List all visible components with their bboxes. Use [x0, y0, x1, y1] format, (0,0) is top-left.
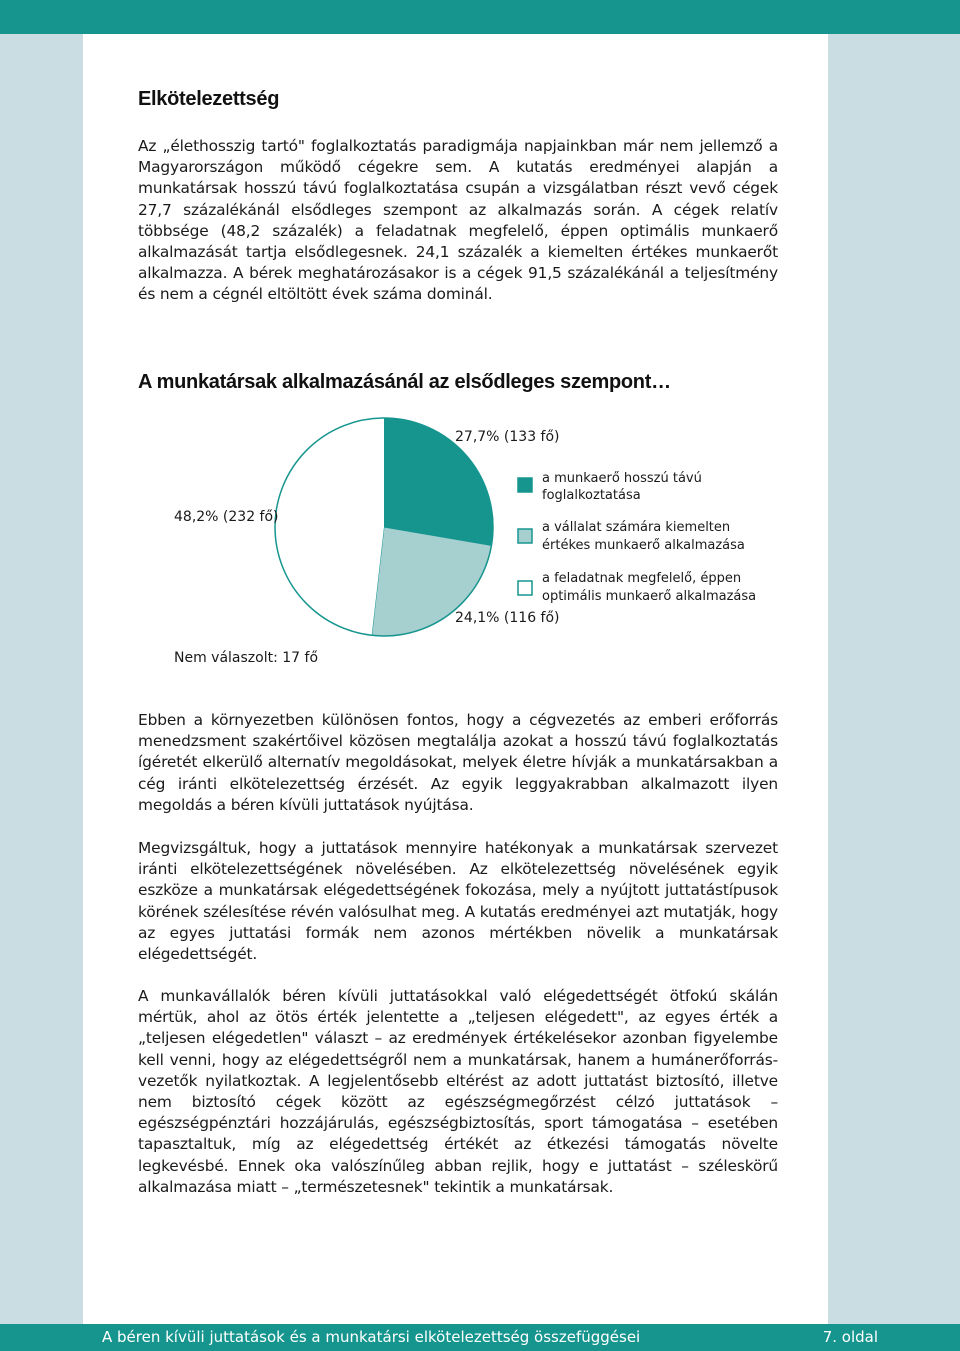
top-bar: [0, 0, 960, 34]
slice-label-long-term: 27,7% (133 fő): [455, 429, 560, 445]
legend-text-long-term-line1: a munkaerő hosszú távú: [542, 471, 702, 486]
paragraph-examination: Megvizsgáltuk, hogy a juttatások mennyire hatékonyak a munkatársak szervezet iránti elkötelezettségének növelésében. Az elkötelezettség növelésének egyik eszköze a munkatársak elégedettségének fokozása, mely a nyújtott juttatástípusok körének szélesítése révén valósulhat meg. A kutatás eredményei azt mutatják, hogy az egyes juttatási formák nem azonos mértékben növelik a munkatársak elégedettségét.: [138, 839, 778, 964]
footer-title: A béren kívüli juttatások és a munkatársi elkötelezettség összefüggései: [102, 1328, 641, 1346]
pie-slices: [275, 418, 493, 636]
legend-swatch-optimal: [518, 581, 532, 595]
paragraph-environment: Ebben a környezetben különösen fontos, hogy a cégvezetés az emberi erőforrás menedzsment szakértőivel közösen megtalálja azokat a hosszú távú foglalkoztatás ígéretét elkerülő alternatív megoldásokat, melyek életre hívják a munkatársakban a cég iránti elkötelezettség érzését. Az egyik leggyakrabban alkalmazott ilyen megoldás a béren kívüli juttatások nyújtása.: [138, 711, 778, 814]
no-answer-note: Nem válaszolt: 17 fő: [174, 650, 319, 666]
slice-label-valuable: 24,1% (116 fő): [455, 610, 560, 626]
chart-heading: A munkatársak alkalmazásánál az elsődleges szempont…: [138, 371, 671, 393]
slice-label-optimal: 48,2% (232 fő): [174, 509, 279, 525]
footer-bar: [0, 1324, 960, 1351]
legend-swatch-valuable: [518, 529, 532, 543]
section-heading: Elkötelezettség: [138, 88, 280, 110]
legend-swatch-long-term: [518, 478, 532, 492]
legend-text-long-term-line2: foglalkoztatása: [542, 488, 641, 503]
paragraph-intro: Az „élethosszig tartó" foglalkoztatás paradigmája napjainkban már nem jellemző a Magyarországon működő cégekre sem. A kutatás eredményei alapján a munkatársak hosszú távú foglalkoztatása csupán a vizsgálatban részt vevő cégek 27,7 százalékánál elsődleges szempont az alkalmazás során. A cégek relatív többsége (48,2 százalék) a feladatnak megfelelő, éppen optimális munkaerő alkalmazását tartja elsődlegesnek. 24,1 százalék a kiemelten értékes munkaerőt alkalmazza. A bérek meghatározásakor is a cégek 91,5 százalékánál a teljesítmény és nem a cégnél eltöltött évek száma dominál.: [138, 137, 778, 304]
legend-text-valuable-line1: a vállalat számára kiemelten: [542, 520, 731, 535]
page-number: 7. oldal: [822, 1328, 878, 1346]
legend-text-valuable-line2: értékes munkaerő alkalmazása: [542, 538, 745, 553]
legend-text-optimal-line1: a feladatnak megfelelő, éppen: [542, 571, 742, 586]
legend-text-optimal-line2: optimális munkaerő alkalmazása: [542, 589, 757, 604]
paragraph-satisfaction: A munkavállalók béren kívüli juttatásokkal való elégedettségét ötfokú skálán mértük, ahol az ötös érték jelentette a „teljesen elégedett", az egyes érték a „teljesen elégedetlen" választ – az eredmények értékelésekor azonban figyelembe kell venni, hogy az elégedettségről nem a munkatársak, hanem a humánerőforrás-vezetők nyilatkoztak. A legjelentősebb eltérést az adott juttatást biztosító, illetve nem biztosító cégek között az egészségmegőrzést célzó juttatások – egészségpénztári hozzájárulás, egészségbiztosítás, sport támogatása – esetében tapasztaltuk, míg az elégedettség értékét az étkezési támogatás növelte legkevésbé. Ennek oka valószínűleg abban rejlik, hogy e juttatást – széleskörű alkalmazása miatt – „természetesnek" tekintik a munkatársak.: [138, 987, 778, 1196]
